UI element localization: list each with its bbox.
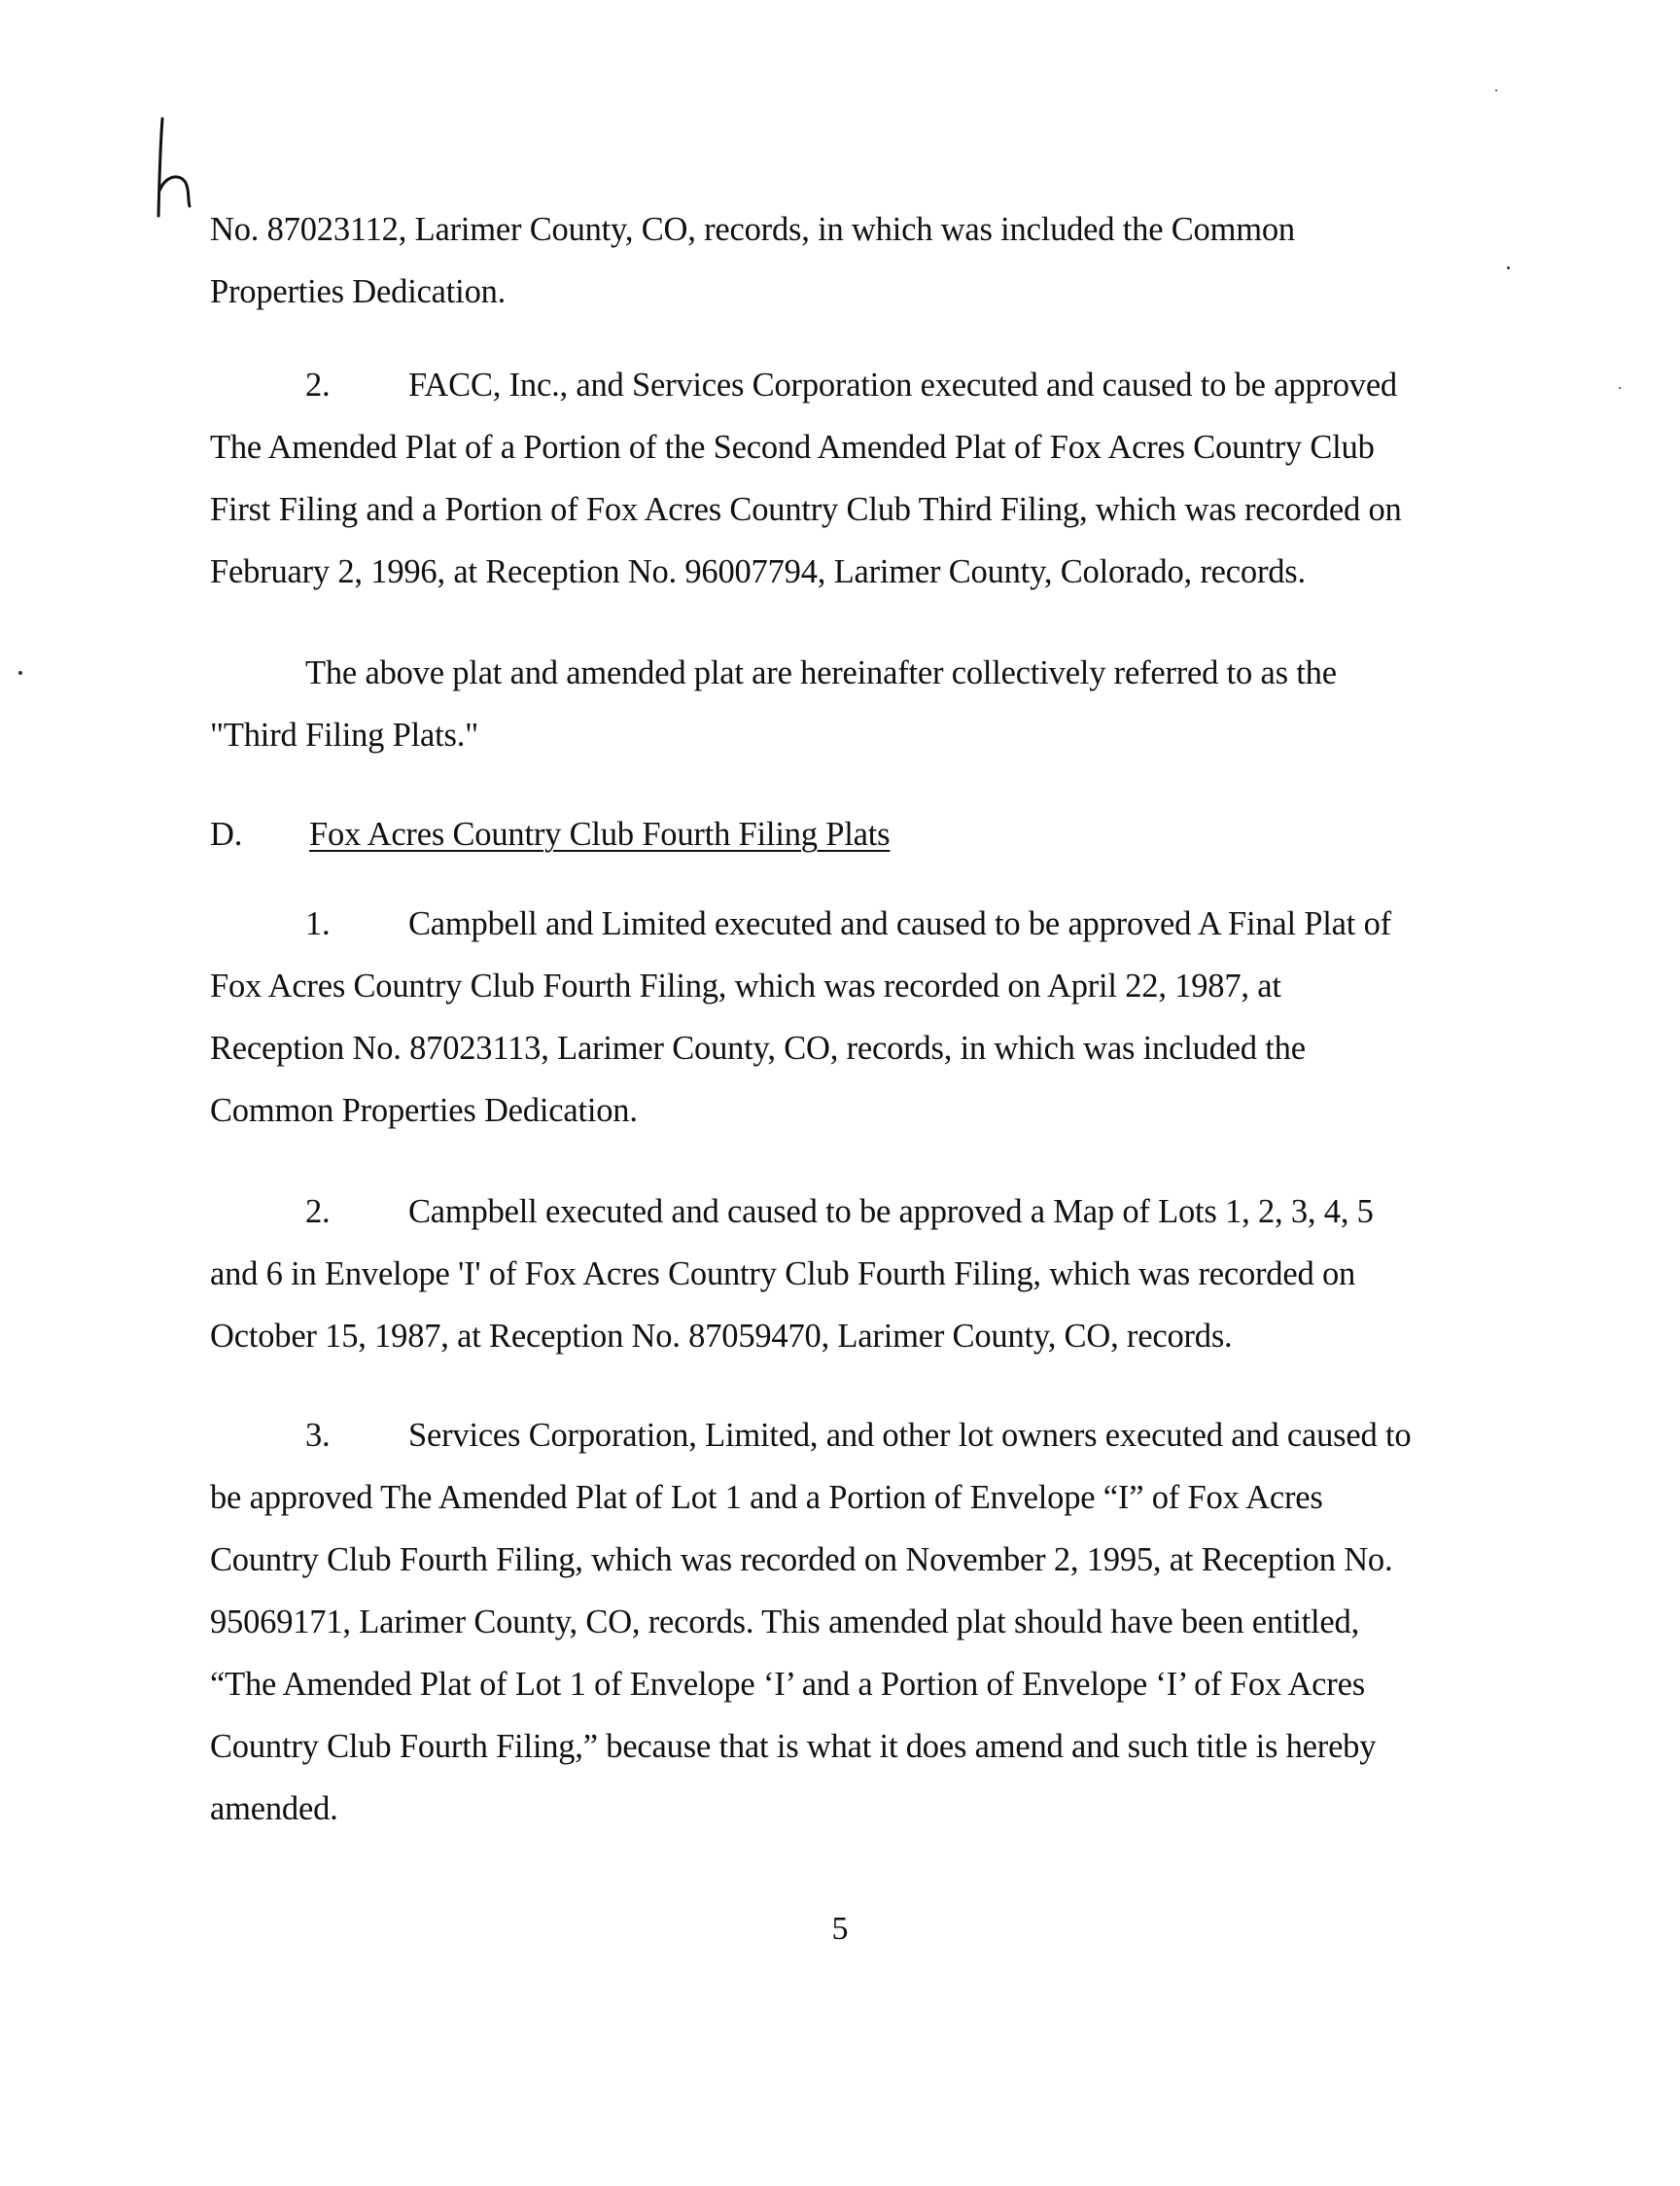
text-line: be approved The Amended Plat of Lot 1 and a Portion of Envelope “I” of Fox Acres <box>210 1479 1323 1516</box>
text-line: amended. <box>210 1790 338 1827</box>
section-letter: D. <box>210 816 243 853</box>
paragraph-c-summary <box>210 642 1474 766</box>
page-number: 5 <box>831 1911 849 1947</box>
paragraph-d3 <box>210 1404 1474 1840</box>
text-line: Properties Dedication. <box>210 273 507 310</box>
handwritten-h-mark <box>151 115 199 222</box>
section-title: Fox Acres Country Club Fourth Filing Plats <box>309 816 891 853</box>
paragraph-c2 <box>210 354 1474 603</box>
paragraph-c-continuation <box>210 198 1474 323</box>
paragraph-d1 <box>210 893 1474 1142</box>
text-line: Reception No. 87023113, Larimer County, CO, records, in which was included the <box>210 1030 1306 1067</box>
scan-speck <box>1619 387 1621 389</box>
paragraph-number: 2. <box>305 1193 331 1230</box>
scan-speck <box>1507 266 1510 269</box>
text-line: October 15, 1987, at Reception No. 87059470, Larimer County, CO, records. <box>210 1318 1233 1355</box>
paragraph-number: 2. <box>305 367 331 404</box>
text-line: No. 87023112, Larimer County, CO, records, in which was included the Common <box>210 211 1295 248</box>
paragraph-number: 3. <box>305 1417 331 1454</box>
text-line: Campbell executed and caused to be approved a Map of Lots 1, 2, 3, 4, 5 <box>408 1193 1374 1230</box>
text-line: and 6 in Envelope 'I' of Fox Acres Country Club Fourth Filing, which was recorded on <box>210 1255 1356 1292</box>
text-line: Campbell and Limited executed and caused to be approved A Final Plat of <box>408 905 1391 942</box>
text-line: “The Amended Plat of Lot 1 of Envelope ‘I’ and a Portion of Envelope ‘I’ of Fox Acres <box>210 1666 1365 1703</box>
scan-speck <box>18 671 22 675</box>
text-line: Services Corporation, Limited, and other lot owners executed and caused to <box>408 1417 1412 1454</box>
text-line: First Filing and a Portion of Fox Acres Country Club Third Filing, which was recorded on <box>210 491 1402 528</box>
paragraph-number: 1. <box>305 905 331 942</box>
text-line: Fox Acres Country Club Fourth Filing, which was recorded on April 22, 1987, at <box>210 968 1281 1005</box>
text-line: February 2, 1996, at Reception No. 96007794, Larimer County, Colorado, records. <box>210 553 1306 590</box>
text-line: "Third Filing Plats." <box>210 717 479 754</box>
text-line: Common Properties Dedication. <box>210 1092 638 1129</box>
text-line: The Amended Plat of a Portion of the Second Amended Plat of Fox Acres Country Club <box>210 429 1375 466</box>
text-line: Country Club Fourth Filing, which was recorded on November 2, 1995, at Reception No. <box>210 1541 1393 1578</box>
paragraph-d2 <box>210 1181 1474 1367</box>
scan-speck <box>1495 89 1497 91</box>
text-line: The above plat and amended plat are hereinafter collectively referred to as the <box>305 654 1337 691</box>
text-line: 95069171, Larimer County, CO, records. This amended plat should have been entitled, <box>210 1604 1360 1640</box>
text-line: FACC, Inc., and Services Corporation executed and caused to be approved <box>408 367 1397 404</box>
text-line: Country Club Fourth Filing,” because that is what it does amend and such title is hereby <box>210 1728 1377 1765</box>
section-d-heading <box>210 803 1474 865</box>
